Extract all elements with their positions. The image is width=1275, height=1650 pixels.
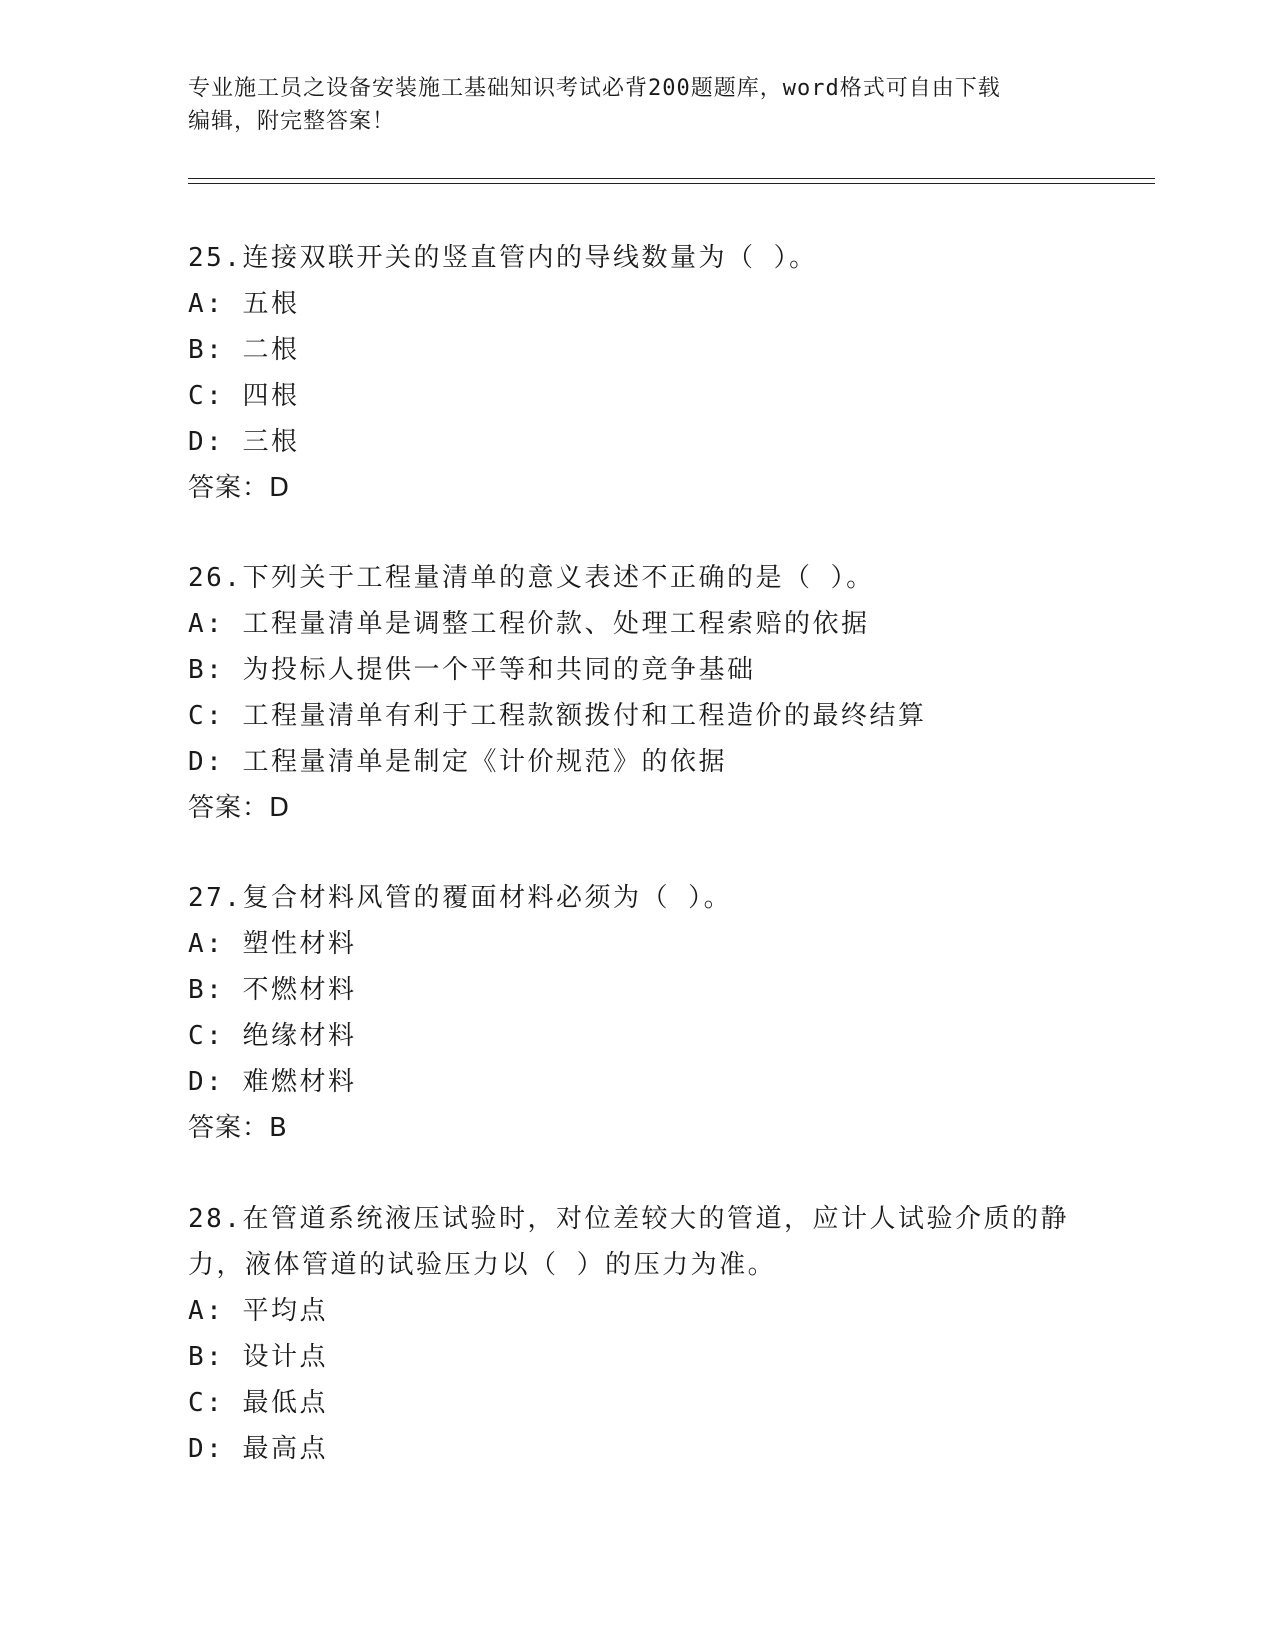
option-b: B: 二根 xyxy=(188,335,300,365)
question-25 xyxy=(188,235,1088,511)
question-stem: 27.复合材料风管的覆面材料必须为（ ）。 xyxy=(188,883,733,913)
question-28 xyxy=(188,1196,1088,1472)
option-a: A: 塑性材料 xyxy=(188,929,357,959)
option-b: B: 不燃材料 xyxy=(188,975,357,1005)
option-a: A: 工程量清单是调整工程价款、处理工程索赔的依据 xyxy=(188,609,870,639)
answer-line: 答案：B xyxy=(188,1113,288,1143)
question-stem-line-2: 力，液体管道的试验压力以（ ）的压力为准。 xyxy=(188,1250,777,1280)
option-c: C: 最低点 xyxy=(188,1388,328,1418)
option-b: B: 设计点 xyxy=(188,1342,328,1372)
option-b: B: 为投标人提供一个平等和共同的竞争基础 xyxy=(188,655,756,685)
answer-line: 答案：D xyxy=(188,473,291,503)
option-d: D: 工程量清单是制定《计价规范》的依据 xyxy=(188,747,727,777)
option-a: A: 五根 xyxy=(188,289,300,319)
question-27 xyxy=(188,875,1088,1151)
option-d: D: 三根 xyxy=(188,427,300,457)
option-c: C: 绝缘材料 xyxy=(188,1021,357,1051)
question-stem: 25.连接双联开关的竖直管内的导线数量为（ ）。 xyxy=(188,243,818,273)
option-c: C: 四根 xyxy=(188,381,300,411)
answer-line: 答案：D xyxy=(188,793,291,823)
option-d: D: 最高点 xyxy=(188,1434,328,1464)
question-stem-line-1: 28.在管道系统液压试验时，对位差较大的管道，应计人试验介质的静 xyxy=(188,1204,1069,1234)
option-c: C: 工程量清单有利于工程款额拨付和工程造价的最终结算 xyxy=(188,701,927,731)
document-header xyxy=(188,72,1068,138)
header-line-2: 编辑，附完整答案！ xyxy=(188,109,396,134)
option-a: A: 平均点 xyxy=(188,1296,328,1326)
header-divider-bottom xyxy=(188,183,1155,184)
option-d: D: 难燃材料 xyxy=(188,1067,357,1097)
header-line-1: 专业施工员之设备安装施工基础知识考试必背200题题库，word格式可自由下载 xyxy=(188,76,1001,101)
header-divider-top xyxy=(188,178,1155,179)
question-stem: 26.下列关于工程量清单的意义表述不正确的是（ ）。 xyxy=(188,563,875,593)
question-26 xyxy=(188,555,1088,831)
